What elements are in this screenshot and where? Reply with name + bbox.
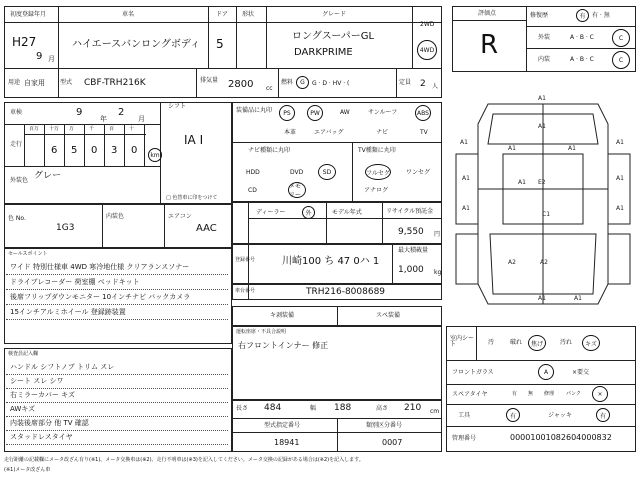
- equipment-item: サンルーフ: [368, 109, 398, 116]
- car-name: ハイエースバンロングボディ: [72, 39, 201, 50]
- tv-type-label: TV種類に丸印: [358, 147, 396, 154]
- twowd-label: 2WD: [420, 21, 435, 28]
- selling-point-line: 後席フリップダウンモニター 10インチナビ バックカメラ: [10, 293, 191, 301]
- car-right-rear: [608, 234, 630, 284]
- mileage-km-circle: km: [148, 148, 162, 162]
- inspector-note-line: AWキズ: [10, 405, 36, 413]
- length-value: 484: [264, 403, 282, 413]
- exterior-color-value: グレー: [34, 171, 62, 181]
- capacity-label: 定員: [399, 79, 412, 86]
- diagram-label: C1: [542, 211, 551, 218]
- class-label: 類別区分番号: [366, 422, 403, 429]
- diagram-label: E2: [538, 179, 546, 186]
- grade-line1: ロングスーパーGL: [292, 31, 375, 42]
- inspection-label: 車検: [10, 109, 23, 116]
- mileage-unit-label: 百: [109, 126, 115, 132]
- car-damage-diagram: [448, 84, 638, 320]
- recycle-unit: 円: [434, 231, 441, 238]
- repair-options: 有 · 無: [592, 12, 610, 19]
- shape-label: 形状: [242, 11, 255, 18]
- seat-option-circled: 焦げ: [528, 335, 546, 351]
- capacity-value: 2: [420, 79, 426, 89]
- aircon-label: エアコン: [168, 213, 192, 220]
- max-load-unit: kg: [434, 269, 442, 276]
- interior-seat-label: 室内シート: [450, 335, 475, 348]
- inspection-month: 2: [118, 107, 125, 118]
- repair-memo-label: 運転座席・不具合説明: [236, 329, 287, 335]
- selling-points-label: セールスポイント: [8, 251, 48, 257]
- glass-replace-option: ×要交: [572, 369, 590, 376]
- navi-item: DVD: [290, 169, 304, 176]
- score-label: 評価点: [478, 10, 497, 17]
- diagram-label: A2: [540, 259, 548, 266]
- interior-grade-label: 内装: [538, 56, 551, 63]
- usage-value: 自家用: [24, 79, 45, 87]
- inspector-note-line: ハンドル シフトノブ トリム スレ: [10, 363, 115, 371]
- mileage-unit-label: 十万: [49, 126, 60, 132]
- diagram-label: A1: [616, 175, 624, 182]
- navi-item: HDD: [246, 169, 260, 176]
- diagram-label: A1: [616, 139, 624, 146]
- spare-option: 有: [512, 391, 518, 397]
- interior-color-label: 内装色: [106, 213, 125, 220]
- diagram-label: A1: [460, 139, 468, 146]
- inspector-note-line: 右ミラーカバー キズ: [10, 391, 75, 399]
- equipment-item: AW: [340, 109, 350, 116]
- mileage-unit-label: 万: [69, 126, 75, 132]
- diagram-label: A1: [616, 205, 624, 212]
- spare-option: パンク: [566, 391, 581, 397]
- inspection-year-unit: 年: [100, 115, 107, 123]
- repair-selected-circle: 有: [576, 9, 589, 22]
- equipment-label: 装備品に丸印: [236, 107, 273, 114]
- equipment-item-circled: ABS: [415, 105, 431, 121]
- option-right-label: スぺ装備: [376, 312, 401, 319]
- max-load-value: 1,000: [398, 265, 424, 275]
- mileage-digit: 5: [71, 145, 78, 156]
- mileage-unit-label: 千: [89, 126, 95, 132]
- tv-item: ワンセグ: [406, 169, 431, 176]
- interior-grade-circle: C: [612, 51, 630, 69]
- spare-option-circled: ×: [592, 386, 608, 402]
- reg-no-value: 川崎100 ち 47 0ハ 1: [282, 256, 380, 267]
- seat-option: 汚: [488, 339, 495, 346]
- mgmt-label: 管理番号: [452, 435, 477, 442]
- dims-unit: cm: [430, 408, 440, 415]
- grade-label: グレード: [322, 11, 347, 18]
- color-no-label: 色 No.: [8, 215, 26, 222]
- exterior-grade-options: A · B · C: [570, 34, 594, 41]
- tools-label: 工具: [458, 412, 471, 419]
- car-right-door: [608, 154, 630, 224]
- diagram-label: A1: [462, 175, 470, 182]
- model-label: 型式: [60, 79, 73, 86]
- color-no-value: 1G3: [56, 223, 75, 233]
- diagram-label: A1: [574, 295, 582, 302]
- inspector-note-line: シート スレ シワ: [10, 377, 64, 385]
- navi-type-label: ナビ種類に丸印: [248, 147, 291, 154]
- recycle-value: 9,550: [398, 227, 424, 237]
- navi-item: CD: [248, 187, 257, 194]
- option-left-label: キ剥装備: [270, 312, 295, 319]
- color-change-note: □ 色替車に印をつけて: [166, 195, 218, 201]
- equipment-item-circled: PW: [307, 105, 323, 121]
- spare-tire-label: スペアタイヤ: [452, 391, 488, 398]
- equipment-item-circled: PS: [279, 105, 295, 121]
- model-designation-value: 18941: [274, 438, 300, 447]
- model-value: CBF-TRH216K: [84, 78, 146, 88]
- selling-point-line: 15インチアルミホイール 登録跡装置: [10, 308, 126, 316]
- reg-month: 9: [36, 51, 43, 62]
- mileage-unit-label: 百万: [29, 126, 40, 132]
- reg-no-label: 登録番号: [235, 257, 256, 263]
- diagram-label: A1: [462, 205, 470, 212]
- width-value: 188: [334, 403, 352, 413]
- selling-point-line: ドライブレコーダー 荷室棚 ベッドキット: [10, 278, 140, 286]
- selling-point-line: ワイド 特別仕様車 4WD 寒冷地仕様 クリアランスソナー: [10, 263, 190, 271]
- reg-date-label: 初度登録年月: [10, 11, 47, 18]
- model-designation-label: 型式指定番号: [264, 422, 301, 429]
- inspector-notes-label: 検査員記入欄: [8, 351, 39, 357]
- doors-value: 5: [216, 37, 224, 51]
- seat-option-circled: キズ: [582, 335, 600, 351]
- tv-item-circled: フルセグ: [365, 164, 391, 180]
- diagram-label: A1: [538, 123, 546, 130]
- usage-label: 用途: [8, 79, 21, 86]
- exterior-grade-label: 外装: [538, 34, 551, 41]
- height-label: 高さ: [376, 405, 389, 412]
- mileage-digit: 0: [91, 145, 98, 156]
- spare-option: 修理: [544, 391, 555, 397]
- jack-label: ジャッキ: [548, 412, 572, 419]
- fuel-selected-circle: G: [296, 76, 309, 89]
- equipment-item: 本革: [284, 129, 297, 136]
- doors-label: ドア: [216, 11, 228, 18]
- diagram-label: A1: [518, 179, 526, 186]
- equipment-item: エアバッグ: [314, 129, 344, 136]
- equipment-item: ナビ: [376, 129, 389, 136]
- length-label: 長さ: [236, 405, 249, 412]
- shift-value: IA I: [184, 133, 204, 147]
- fuel-label: 燃料: [281, 79, 294, 86]
- inspector-note-line: 内装後席部分 他 TV 確認: [10, 419, 89, 427]
- mileage-unit-label: 十: [129, 126, 135, 132]
- reg-month-unit: 月: [48, 55, 55, 63]
- mileage-digit: 6: [51, 145, 58, 156]
- seat-option: 破れ: [510, 339, 523, 346]
- footer-note-2: (※1)メータ改ざん車: [4, 467, 51, 473]
- recycle-label: リサイクル預託金: [386, 208, 434, 215]
- exterior-color-label: 外装色: [10, 177, 29, 184]
- class-value: 0007: [382, 438, 403, 447]
- score-value: R: [480, 30, 499, 60]
- fourwd-circle: 4WD: [417, 40, 437, 60]
- mileage-digit: 0: [131, 145, 138, 156]
- interior-grade-options: A · B · C: [570, 56, 594, 63]
- mileage-label: 走行: [10, 141, 23, 148]
- grade-line2: DARKPRIME: [294, 47, 353, 58]
- displacement-value: 2800: [228, 79, 254, 90]
- diagram-label: A2: [508, 259, 516, 266]
- diagram-label: A1: [538, 95, 546, 102]
- mgmt-value: 00001001082604000832: [510, 433, 612, 442]
- dealer-label: ディーラー: [256, 209, 286, 216]
- seat-option: 汚れ: [560, 339, 573, 346]
- fuel-options: G · D · HV · (: [312, 80, 350, 87]
- tv-item: アナログ: [364, 187, 389, 194]
- diagram-label: A1: [568, 145, 576, 152]
- repair-label: 修復歴: [530, 12, 549, 19]
- max-load-label: 最大積載量: [398, 247, 429, 254]
- jack-circle: 有: [596, 408, 610, 422]
- exterior-grade-circle: C: [612, 29, 630, 47]
- inspector-note-line: スタッドレスタイヤ: [10, 433, 73, 441]
- chassis-label: 車台番号: [235, 288, 256, 294]
- repair-memo-section: [232, 326, 442, 400]
- inspection-year: 9: [76, 107, 83, 118]
- shift-label: シフト: [168, 103, 187, 110]
- glass-selected-circle: A: [538, 364, 554, 380]
- model-year-label: モデル年式: [332, 209, 362, 216]
- car-name-label: 車名: [122, 11, 135, 18]
- repair-memo-value: 右フロントインナー 修正: [238, 341, 329, 350]
- car-left-rear: [456, 234, 478, 284]
- navi-item-circled: SD: [318, 164, 336, 180]
- navi-item-circled: メモリー: [288, 182, 306, 198]
- footer-note-1: 走行距離の記載欄にメータ改ざん有り(※1)、メータ交換車は(※2)、走行不明車は(※3)を記入してください。メータ交換の記録がある場合は(※2)を記入します。: [4, 457, 364, 463]
- diagram-label: A1: [508, 145, 516, 152]
- height-value: 210: [404, 403, 422, 413]
- aircon-value: AAC: [196, 223, 217, 234]
- spare-option: 無: [528, 391, 534, 397]
- reg-date-value: H27: [12, 35, 37, 49]
- displacement-label: 排気量: [200, 77, 219, 84]
- capacity-unit: 人: [432, 83, 439, 90]
- front-glass-label: フロントガラス: [452, 369, 494, 376]
- diagram-label: A1: [538, 295, 546, 302]
- car-left-door: [456, 154, 478, 224]
- width-label: 幅: [310, 405, 317, 412]
- mileage-digit: 3: [111, 145, 118, 156]
- dealer-circle: 外: [302, 206, 315, 219]
- tools-circle: 有: [506, 408, 520, 422]
- chassis-value: TRH216-8008689: [306, 287, 386, 297]
- inspection-month-unit: 月: [138, 115, 145, 123]
- displacement-unit: cc: [266, 85, 273, 92]
- equipment-item: TV: [420, 129, 428, 136]
